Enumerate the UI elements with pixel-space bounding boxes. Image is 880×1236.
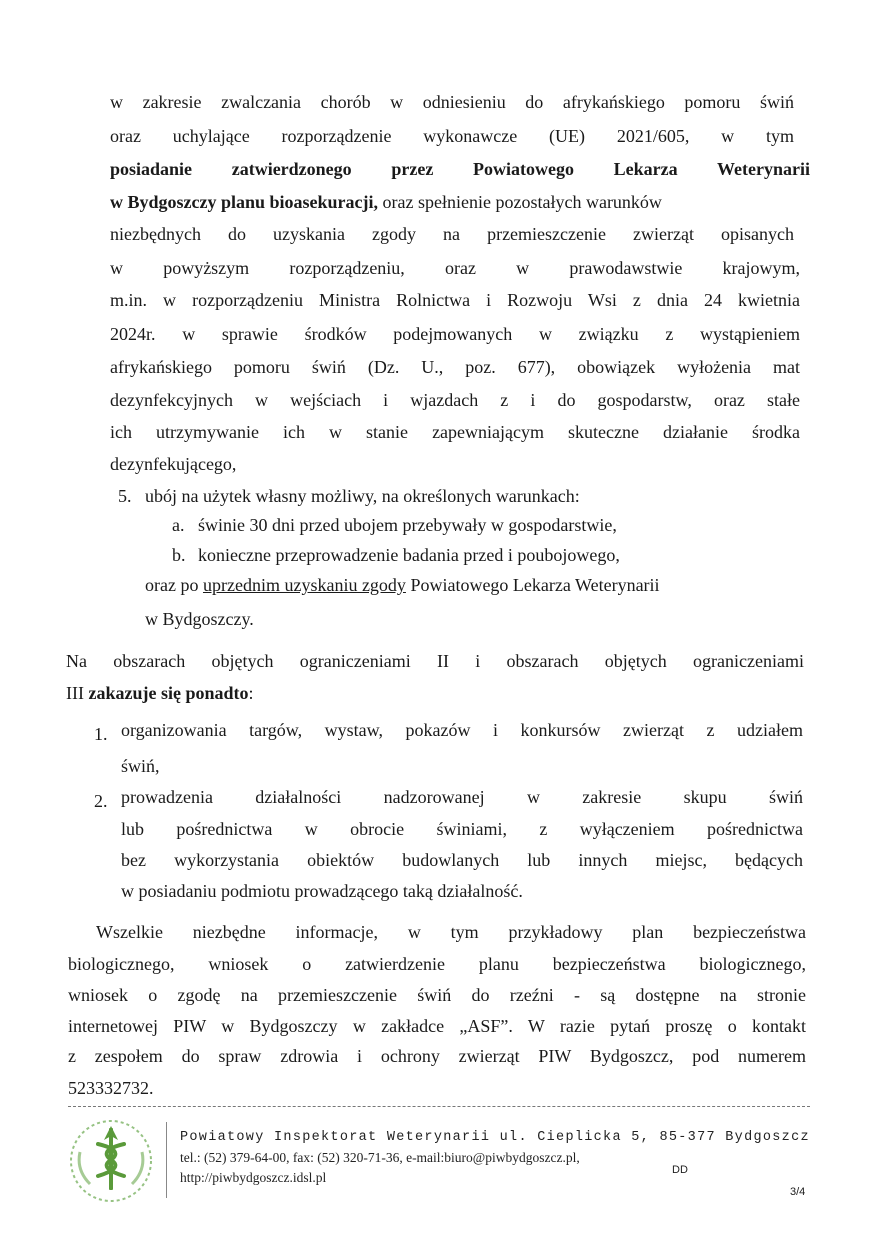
body-line: w Bydgoszczy. [145,609,254,629]
body-line: biologicznego, wniosek o zatwierdzenie planu bezpieczeństwa biologicznego, [68,954,806,974]
footer-organization: Powiatowy Inspektorat Weterynarii ul. Cieplicka 5, 85-377 Bydgoszcz [180,1130,810,1145]
body-line: afrykańskiego pomoru świń (Dz. U., poz. 677), obowiązek wyłożenia mat [110,357,800,377]
body-line: Na obszarach objętych ograniczeniami II i obszarach objętych ograniczeniami [66,651,804,671]
text: Powiatowego Lekarza Weterynarii [405,575,660,595]
sublist-letter: b. [172,545,186,565]
list-item: ubój na użytek własny możliwy, na określonych warunkach: [145,486,580,506]
list-item: organizowania targów, wystaw, pokazów i konkursów zwierząt z udziałem [121,720,803,740]
bold-text: zakazuje się ponadto [88,683,249,703]
body-line [145,573,799,597]
list-number: 2. [94,791,108,811]
body-line: internetowej PIW w Bydgoszczy w zakładce „ASF”. W razie pytań proszę o kontakt [68,1016,806,1036]
underlined-text: uprzednim uzyskaniu zgody [202,575,406,595]
footer-initials: DD [672,1164,688,1176]
footer-website: http://piwbydgoszcz.idsl.pl [180,1170,327,1185]
body-line: Wszelkie niezbędne informacje, w tym przykładowy plan bezpieczeństwa [96,922,806,942]
footer-divider [68,1106,810,1107]
text: III [66,683,89,703]
body-line: dezynfekującego, [110,454,237,474]
body-line: m.in. w rozporządzeniu Ministra Rolnictwa i Rozwoju Wsi z dnia 24 kwietnia [110,290,800,310]
body-line: niezbędnych do uzyskania zgody na przemieszczenie zwierząt opisanych [110,224,794,244]
body-line-bold: posiadanie zatwierdzonego przez Powiatowego Lekarza Weterynarii [110,159,810,179]
body-line [110,190,794,214]
list-number: 5. [118,486,132,506]
list-item-cont: w posiadaniu podmiotu prowadzącego taką działalność. [121,881,523,901]
body-line: w powyższym rozporządzeniu, oraz w prawodawstwie krajowym, [110,258,800,278]
body-line [66,681,254,705]
body-line: 2024r. w sprawie środków podejmowanych w związku z wystąpieniem [110,324,800,344]
sublist-letter: a. [172,515,185,535]
body-line: z zespołem do spraw zdrowia i ochrony zwierząt PIW Bydgoszcz, pod numerem [68,1046,806,1066]
body-line: ich utrzymywanie ich w stanie zapewniającym skuteczne działanie środka [110,422,800,442]
sublist-item: świnie 30 dni przed ubojem przebywały w gospodarstwie, [198,515,617,535]
list-item-cont: bez wykorzystania obiektów budowlanych lub innych miejsc, będących [121,850,803,870]
body-line: dezynfekcyjnych w wejściach i wjazdach z i do gospodarstw, oraz stałe [110,390,800,410]
sublist-item: konieczne przeprowadzenie badania przed i poubojowego, [198,545,620,565]
list-number: 1. [94,724,108,744]
body-line: wniosek o zgodę na przemieszczenie świń do rzeźni - są dostępne na stronie [68,985,806,1005]
list-item-cont: lub pośrednictwa w obrocie świniami, z wyłączeniem pośrednictwa [121,819,803,839]
text: oraz po [145,575,203,595]
body-line: 523332732. [68,1078,154,1098]
footer-vertical-divider [166,1122,167,1198]
list-item-cont: świń, [121,756,160,776]
footer-contact: tel.: (52) 379-64-00, fax: (52) 320-71-36, e-mail:biuro@piwbydgoszcz.pl, [180,1150,580,1165]
page-number: 3/4 [790,1186,806,1198]
bold-text: w Bydgoszczy planu bioasekuracji, [110,192,379,212]
body-line: w zakresie zwalczania chorób w odniesieniu do afrykańskiego pomoru świń [110,92,794,112]
body-line: oraz uchylające rozporządzenie wykonawcze (UE) 2021/605, w tym [110,126,794,146]
list-item: prowadzenia działalności nadzorowanej w zakresie skupu świń [121,787,803,807]
text: oraz spełnienie pozostałych warunków [378,192,662,212]
text: : [248,683,254,703]
veterinary-caduceus-logo-icon [68,1118,154,1204]
